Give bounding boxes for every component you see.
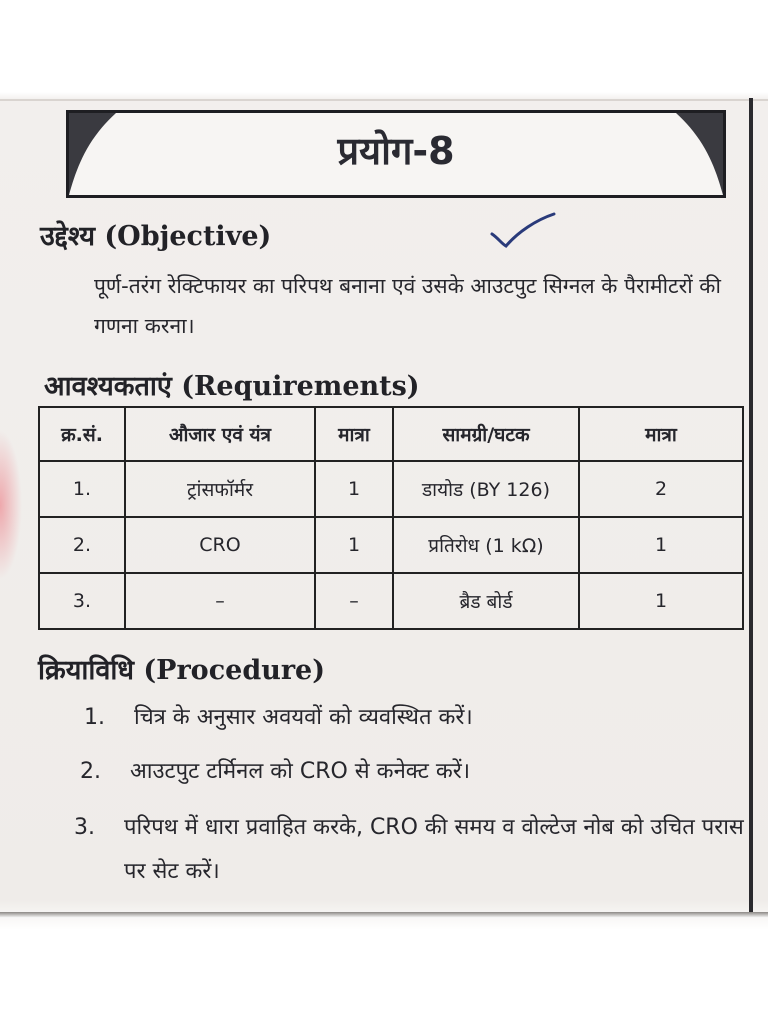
page-edge (749, 98, 753, 918)
table-cell: 1. (39, 461, 125, 517)
table-header-row (39, 407, 743, 461)
page-edge (0, 912, 768, 918)
table-cell: डायोड (BY 126) (393, 461, 579, 517)
table-cell: CRO (125, 517, 315, 573)
table-cell: प्रतिरोध (1 kΩ) (393, 517, 579, 573)
color-smudge (0, 430, 22, 580)
objective-heading: उद्देश्य (Objective) (40, 221, 272, 252)
column-header: मात्रा (315, 407, 393, 461)
list-item (80, 750, 740, 794)
table-cell: – (315, 573, 393, 629)
table-row (39, 573, 743, 629)
table-cell: 3. (39, 573, 125, 629)
table-cell: – (125, 573, 315, 629)
table-cell: ट्रांसफॉर्मर (125, 461, 315, 517)
checkmark-icon (488, 208, 558, 250)
column-header: मात्रा (579, 407, 743, 461)
table-cell: 1 (579, 573, 743, 629)
step-number: 2. (80, 759, 101, 784)
requirements-heading: आवश्यकताएं (Requirements) (44, 371, 420, 402)
step-text: परिपथ में धारा प्रवाहित करके, CRO की समय व वोल्टेज नोब को उचित परास पर सेट करें। (124, 815, 744, 884)
page-title: प्रयोग-8 (337, 129, 455, 173)
table-cell: 1 (579, 517, 743, 573)
step-number: 1. (84, 705, 105, 730)
list-item (74, 806, 744, 898)
column-header: औजार एवं यंत्र (125, 407, 315, 461)
list-item (84, 696, 744, 740)
column-header: सामग्री/घटक (393, 407, 579, 461)
column-header: क्र.सं. (39, 407, 125, 461)
table-cell: 1 (315, 517, 393, 573)
table-row (39, 517, 743, 573)
table-cell: 1 (315, 461, 393, 517)
table-cell: 2. (39, 517, 125, 573)
table-row (39, 461, 743, 517)
procedure-heading: क्रियाविधि (Procedure) (38, 655, 326, 686)
objective-text: पूर्ण-तरंग रेक्टिफायर का परिपथ बनाना एवं उसके आउटपुट सिग्नल के पैरामीटरों की गणना करना। (94, 274, 721, 338)
page-edge (0, 99, 768, 101)
table-cell: ब्रैड बोर्ड (393, 573, 579, 629)
step-text: आउटपुट टर्मिनल को CRO से कनेक्ट करें। (130, 759, 471, 784)
table-cell: 2 (579, 461, 743, 517)
title-banner (66, 110, 726, 198)
step-number: 3. (74, 815, 95, 840)
requirements-table (38, 406, 744, 630)
step-text: चित्र के अनुसार अवयवों को व्यवस्थित करें। (134, 705, 473, 730)
